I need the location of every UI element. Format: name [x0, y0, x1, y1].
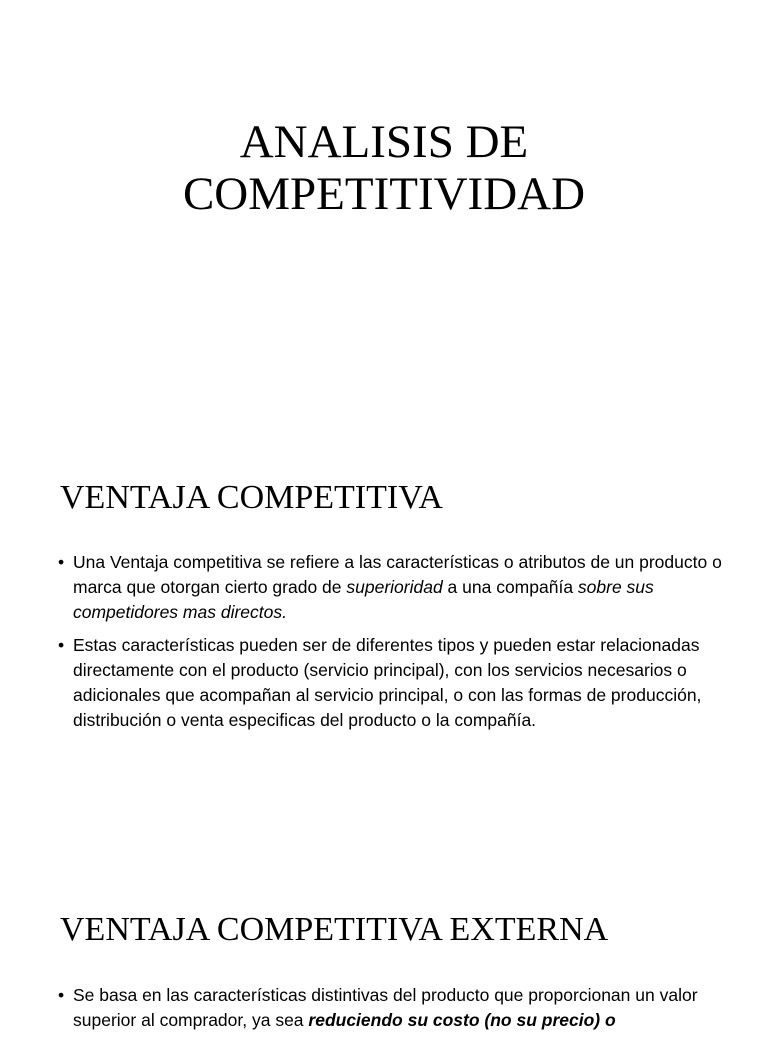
bullet-text: Estas características pueden ser de diferentes tipos y pueden estar relacionadas directamente con el producto (servicio principal), con los servicios necesarios o adicionales que acompañan al servicio principal, o con las formas de producción, distribución o venta especificas del producto o la compañía.: [73, 635, 702, 730]
bullet-text: Una Ventaja competitiva se refiere a las características o atributos de un producto o marca que otorgan cierto grado de: [73, 552, 722, 597]
slide-heading: VENTAJA COMPETITIVA EXTERNA: [60, 911, 609, 948]
title-slide: [0, 0, 768, 440]
bullet-list: [58, 550, 738, 741]
bullet-text-italic: sobre sus competidores mas directos.: [73, 577, 654, 622]
bullet-text: a una compañía: [442, 577, 578, 597]
bullet-item: [58, 550, 738, 625]
bullet-text-bold-italic: reduciendo su costo (no su precio) o: [308, 1010, 616, 1030]
slide-heading: VENTAJA COMPETITIVA: [60, 479, 443, 516]
bullet-item: [58, 633, 738, 733]
bullet-text-italic: superioridad: [346, 577, 443, 597]
bullet-icon: •: [58, 985, 65, 1005]
bullet-icon: •: [58, 552, 65, 572]
bullet-list: [58, 983, 738, 1041]
slide-title-line-1: ANALISIS DE: [239, 116, 529, 168]
slide-title-line-2: COMPETITIVIDAD: [182, 168, 586, 220]
bullet-item: [58, 983, 738, 1033]
bullet-icon: •: [58, 635, 65, 655]
bullet-text: Se basa en las características distintivas del producto que proporcionan un valor superior al comprador, ya sea: [73, 985, 698, 1030]
